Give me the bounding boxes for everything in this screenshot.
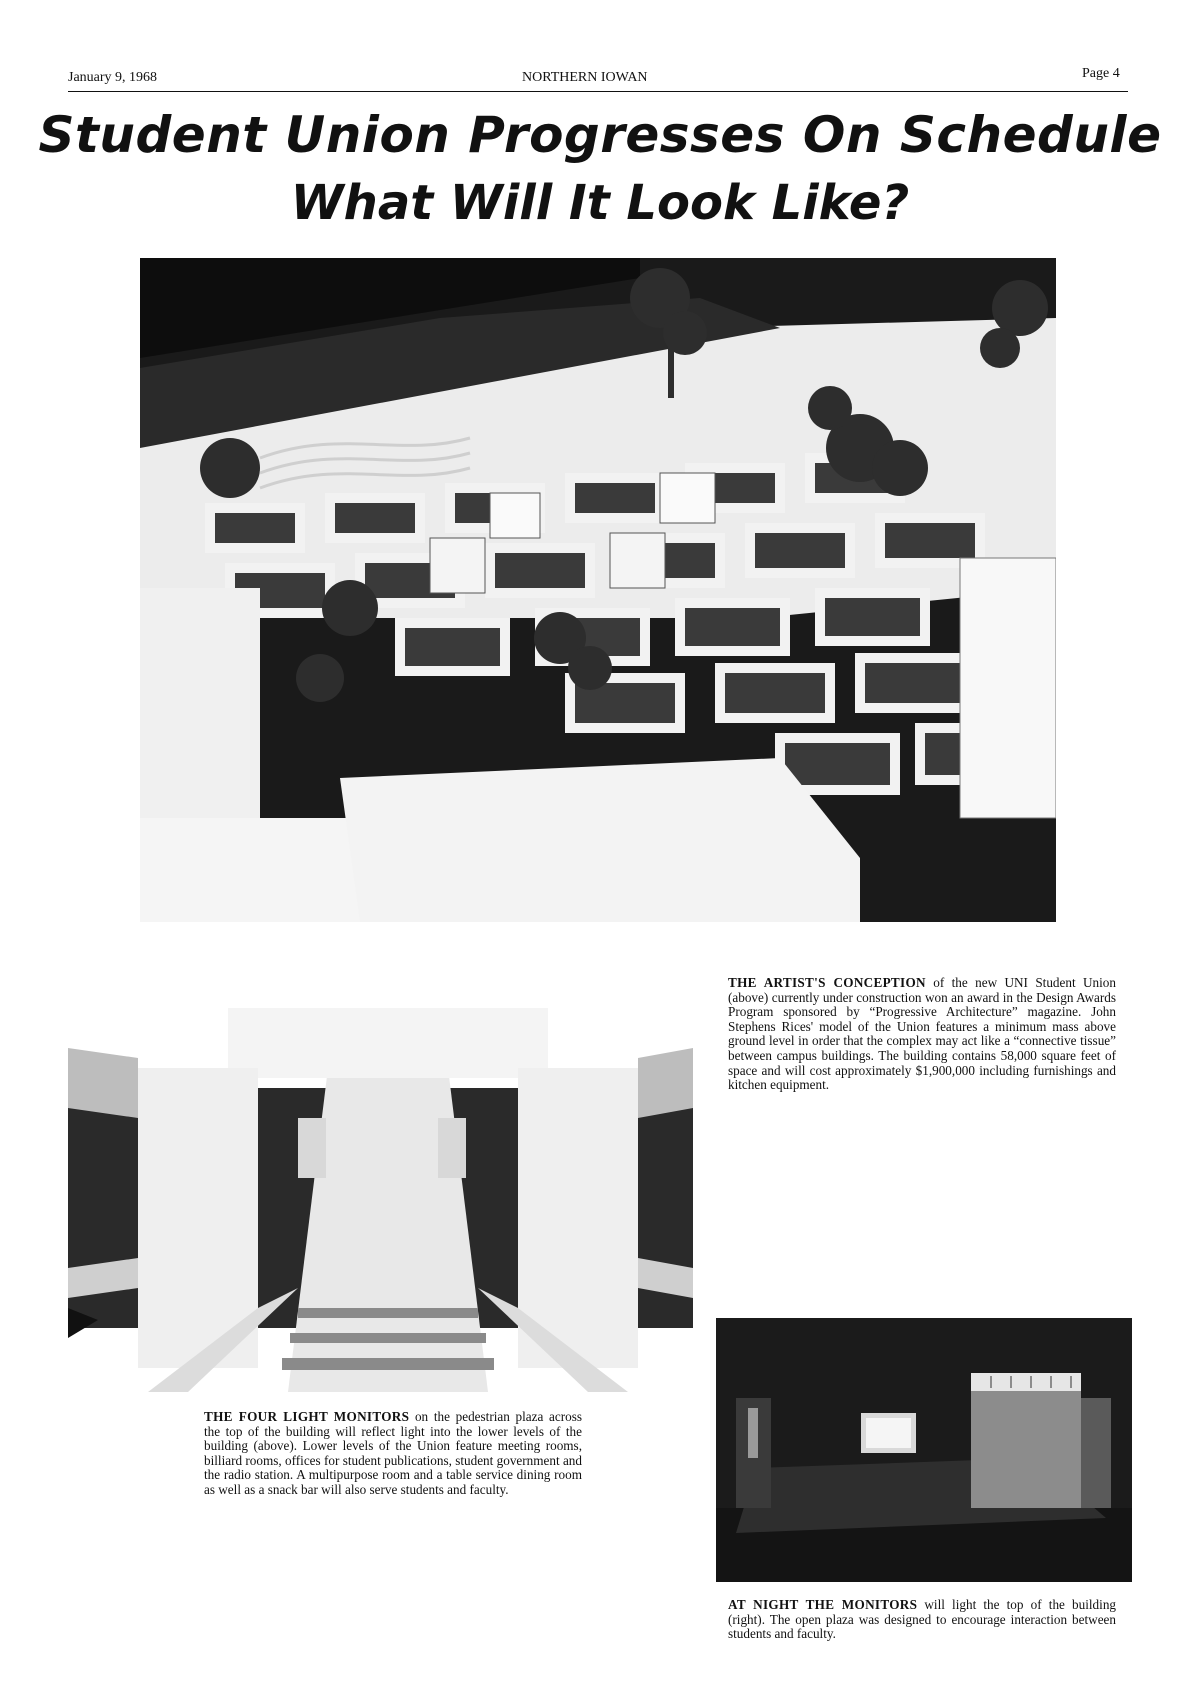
header-rule bbox=[68, 91, 1128, 92]
caption-night-text: will light the top of the building (right). The open plaza was designed to encourage interaction between students and faculty. bbox=[728, 1597, 1117, 1642]
monitors-interior-photo bbox=[68, 1008, 693, 1392]
sub-headline: What Will It Look Like? bbox=[290, 175, 910, 231]
night-monitors-photo bbox=[716, 1318, 1132, 1582]
model-aerial-photo bbox=[140, 258, 1056, 922]
caption-artist-conception bbox=[728, 976, 1116, 1093]
caption-artist-lead: THE ARTIST'S CONCEPTION bbox=[728, 975, 926, 990]
caption-monitors-text: on the pedestrian plaza across the top of the building will reflect light into the lower levels of the building (above). Lower levels of the Union feature meeting rooms, billiard rooms, offices for student publications, student government and the radio station. A multipurpose room and a table service dining room as well as a snack bar will also serve students and faculty. bbox=[204, 1409, 583, 1497]
caption-night-lead: AT NIGHT THE MONITORS bbox=[728, 1597, 918, 1612]
caption-artist-text: of the new UNI Student Union (above) currently under construction won an award in the Design Awards Program sponsored by “Progressive Architecture” magazine. John Stephens Rices' model of the Union features a minimum mass above ground level in order that the complex may act like a “connective tissue” between campus buildings. The building contains 58,000 square feet of space and will cost approximately $1,900,000 including furnishings and kitchen equipment. bbox=[728, 975, 1116, 1093]
caption-at-night bbox=[728, 1598, 1116, 1642]
page-number: Page 4 bbox=[1082, 66, 1120, 81]
caption-monitors-lead: THE FOUR LIGHT MONITORS bbox=[204, 1409, 410, 1424]
main-headline: Student Union Progresses On Schedule bbox=[38, 106, 1162, 164]
publication-name: NORTHERN IOWAN bbox=[522, 70, 648, 85]
issue-date: January 9, 1968 bbox=[68, 70, 158, 85]
caption-light-monitors bbox=[204, 1410, 582, 1498]
